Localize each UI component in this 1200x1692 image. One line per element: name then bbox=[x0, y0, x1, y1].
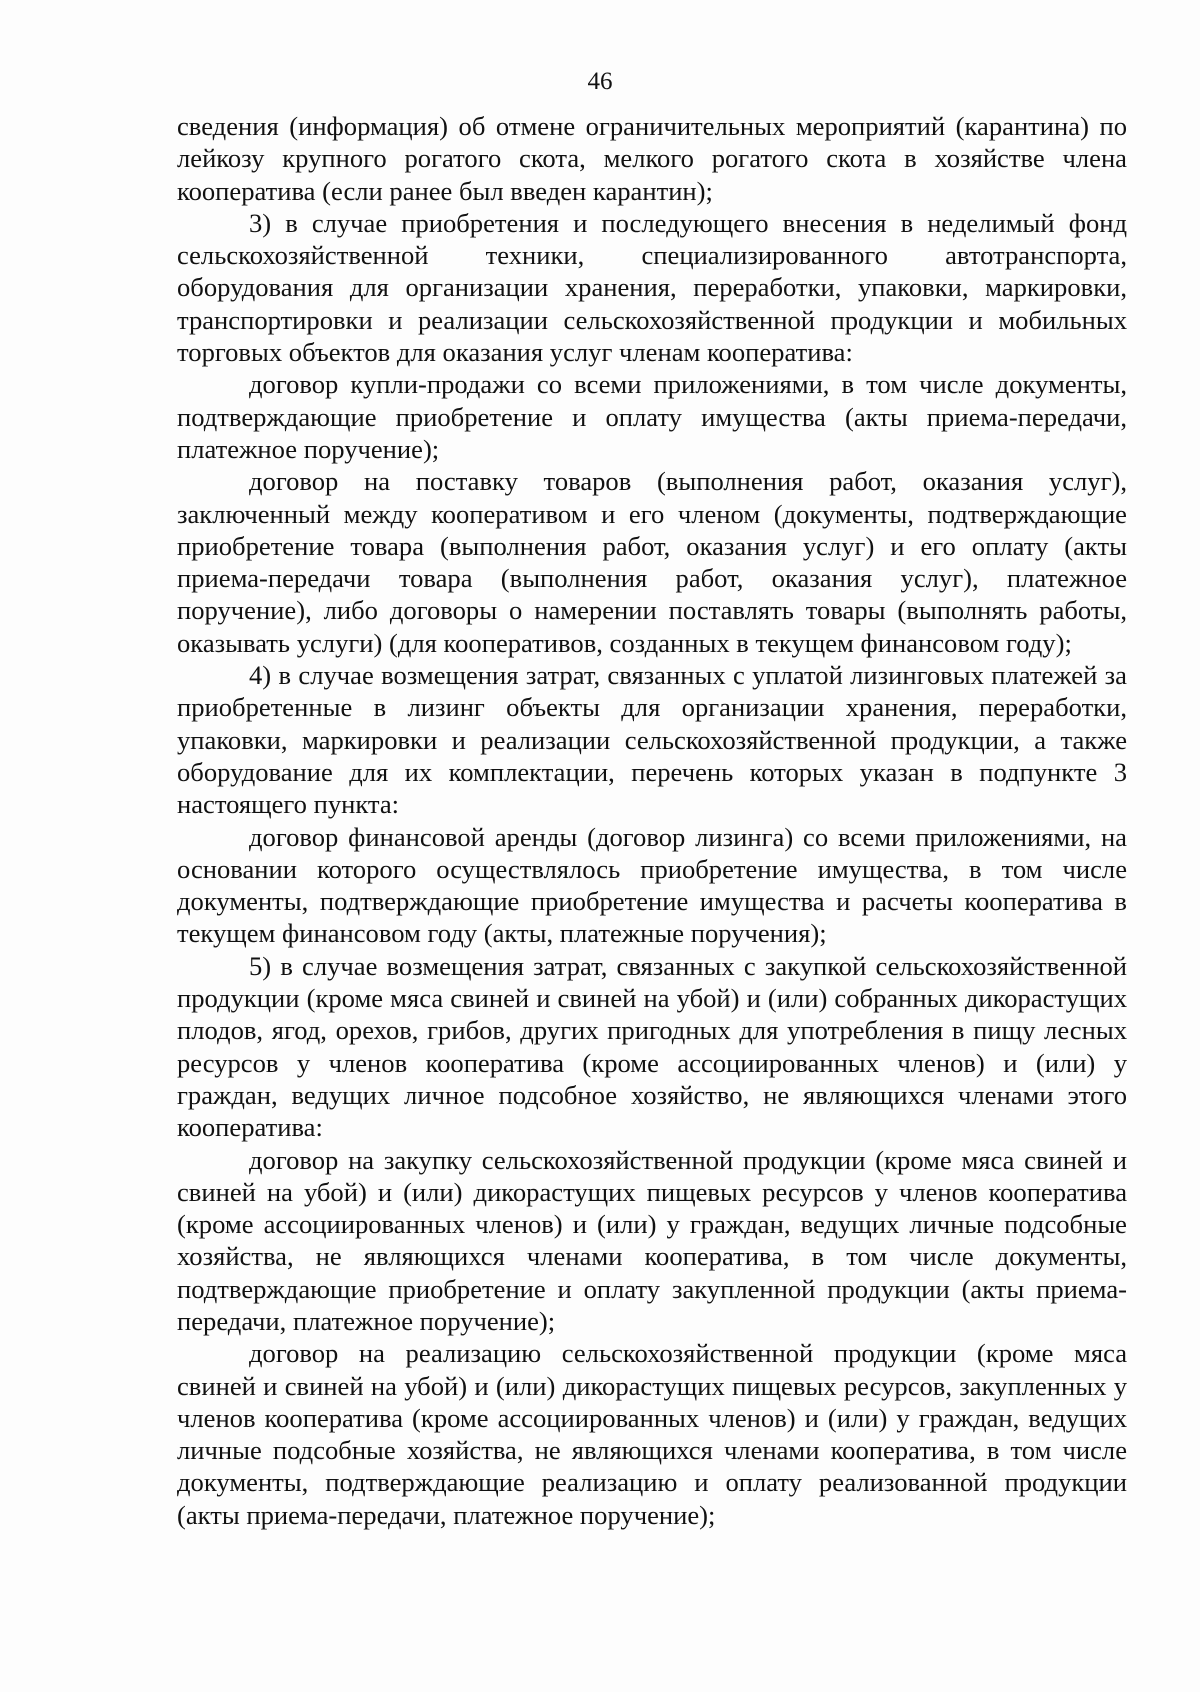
paragraph-quarantine-info: сведения (информация) об отмене ограничительных мероприятий (карантина) по лейкозу крупного рогатого скота, мелкого рогатого скота в хозяйстве члена кооператива (если ранее был введен карантин); bbox=[177, 111, 1127, 206]
paragraph-item-5: 5) в случае возмещения затрат, связанных с закупкой сельскохозяйственной продукции (кроме мяса свиней и свиней на убой) и (или) собранных дикорастущих плодов, ягод, орехов, грибов, других пригодных для употребления в пищу лесных ресурсов у членов кооператива (кроме ассоциированных членов) и (или) у граждан, ведущих личное подсобное хозяйство, не являющихся членами этого кооператива: bbox=[177, 950, 1127, 1143]
page-number: 46 bbox=[587, 68, 613, 95]
paragraph-leasing-contract: договор финансовой аренды (договор лизинга) со всеми приложениями, на основании которого осуществлялось приобретение имущества, в том числе документы, подтверждающие приобретение имущества и расчеты кооператива в текущем финансовом году (акты, платежные поручения); bbox=[177, 821, 1127, 949]
paragraph-supply-contract: договор на поставку товаров (выполнения работ, оказания услуг), заключенный между кооперативом и его членом (документы, подтверждающие приобретение товара (выполнения работ, оказания услуг) и его оплату (акты приема-передачи товара (выполнения работ, оказания услуг), платежное поручение), либо договоры о намерении поставлять товары (выполнять работы, оказывать услуги) (для кооперативов, созданных в текущем финансовом году); bbox=[177, 466, 1127, 658]
paragraph-procurement-contract: договор на закупку сельскохозяйственной продукции (кроме мяса свиней и свиней на убой) и (или) дикорастущих пищевых ресурсов у членов кооператива (кроме ассоциированных членов) и (или) у граждан, ведущих личные подсобные хозяйства, не являющихся членами кооператива, в том числе документы, подтверждающие приобретение и оплату закупленной продукции (акты приема-передачи, платежное поручение); bbox=[177, 1144, 1127, 1336]
paragraph-purchase-contract: договор купли-продажи со всеми приложениями, в том числе документы, подтверждающие приобретение и оплату имущества (акты приема-передачи, платежное поручение); bbox=[177, 369, 1127, 464]
paragraph-item-3: 3) в случае приобретения и последующего внесения в неделимый фонд сельскохозяйственной техники, специализированного автотранспорта, оборудования для организации хранения, переработки, упаковки, маркировки, транспортировки и реализации сельскохозяйственной продукции и мобильных торговых объектов для оказания услуг членам кооператива: bbox=[177, 207, 1127, 368]
paragraph-item-4: 4) в случае возмещения затрат, связанных с уплатой лизинговых платежей за приобретенные в лизинг объекты для организации хранения, переработки, упаковки, маркировки и реализации сельскохозяйственной продукции, а также оборудование для их комплектации, перечень которых указан в подпункте 3 настоящего пункта: bbox=[177, 660, 1127, 820]
paragraph-sales-contract: договор на реализацию сельскохозяйственной продукции (кроме мяса свиней и свиней на убой) и (или) дикорастущих пищевых ресурсов, закупленных у членов кооператива (кроме ассоциированных членов) и (или) у граждан, ведущих личные подсобные хозяйства, не являющихся членами кооператива, в том числе документы, подтверждающие реализацию и оплату реализованной продукции (акты приема-передачи, платежное поручение); bbox=[177, 1338, 1127, 1530]
document-body bbox=[177, 110, 1127, 1531]
